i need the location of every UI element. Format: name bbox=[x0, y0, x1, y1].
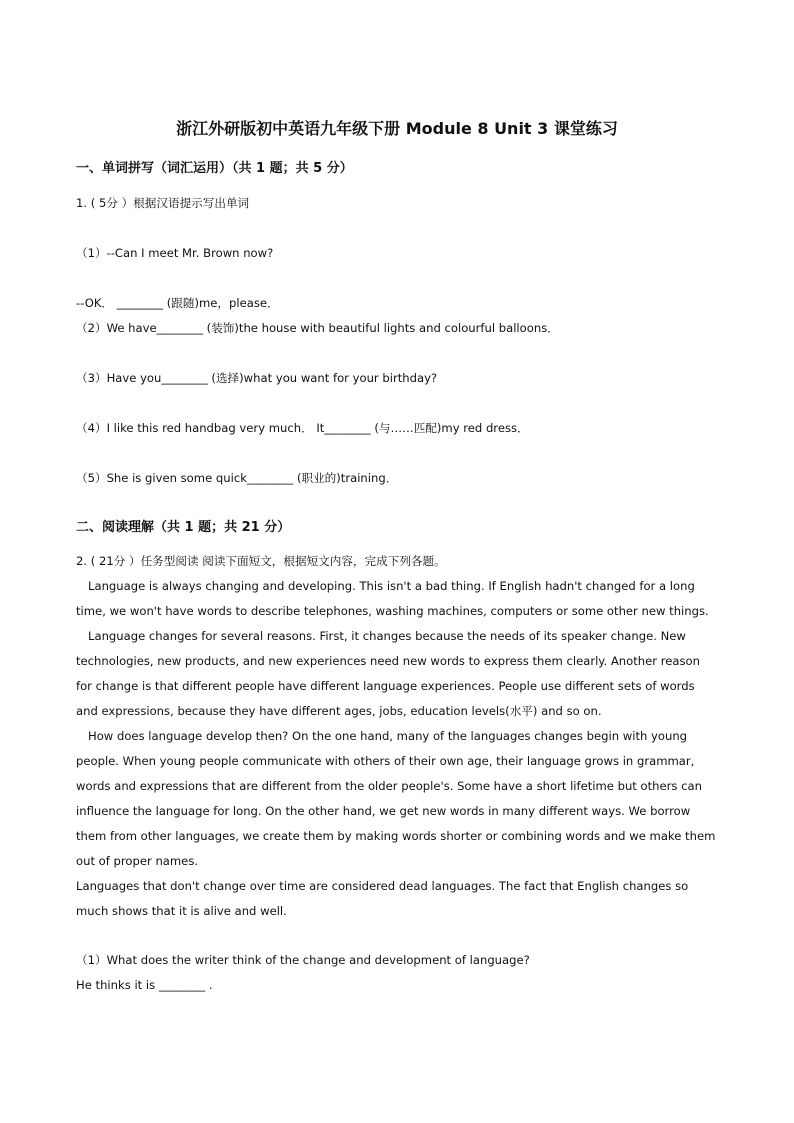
section2-heading: 二、阅读理解（共 1 题；共 21 分） bbox=[76, 520, 291, 535]
question1-intro: 1. ( 5分 ）根据汉语提示写出单词 bbox=[76, 196, 250, 210]
passage-paragraph: Languages that don't change over time are considered dead languages. The fact that English changes so much shows that it is alive and well. bbox=[76, 879, 689, 918]
question2-intro: 2. ( 21分 ）任务型阅读 阅读下面短文，根据短文内容，完成下列各题。 bbox=[76, 554, 446, 568]
reading-passage bbox=[76, 574, 716, 924]
question1-item-4: （4）I like this red handbag very much． It________ (与……匹配)my red dress． bbox=[76, 421, 529, 435]
question1-item-1: （1）--Can I meet Mr. Brown now? bbox=[76, 246, 274, 260]
question2-sub-question-1: （1）What does the writer think of the change and development of language? bbox=[76, 953, 530, 967]
question1-item-3: （3）Have you________ (选择)what you want for your birthday? bbox=[76, 371, 438, 385]
question1-item-2: （2）We have________ (装饰)the house with beautiful lights and colourful balloons． bbox=[76, 321, 559, 335]
page-title: 浙江外研版初中英语九年级下册 Module 8 Unit 3 课堂练习 bbox=[176, 119, 618, 138]
section1-heading: 一、单词拼写（词汇运用）（共 1 题；共 5 分） bbox=[76, 161, 353, 176]
passage-paragraph: How does language develop then? On the one hand, many of the languages changes begin with young people. When young people communicate with others of their own age, their language grows in grammar, words and expressions that are different from the older people's. Some have a short lifetime but others can influence the language for long. On the other hand, we get new words in many different ways. We borrow them from other languages, we create them by making words shorter or combining words and we make them out of proper names. bbox=[76, 729, 716, 868]
passage-paragraph: Language changes for several reasons. First, it changes because the needs of its speaker change. New technologies, new products, and new experiences need new words to express them clearly. Another reason for change is that different people have different language experiences. People use different sets of words and expressions, because they have different ages, jobs, education levels(水平) and so on. bbox=[76, 629, 700, 718]
question1-item-1-answer: --OK． ________ (跟随)me，please． bbox=[76, 296, 279, 310]
answer-line: He thinks it is ________ . bbox=[76, 978, 213, 992]
passage-paragraph: Language is always changing and developing. This isn't a bad thing. If English hadn't changed for a long time, we won't have words to describe telephones, washing machines, computers or some other new things. bbox=[76, 579, 709, 618]
question1-item-5: （5）She is given some quick________ (职业的)training． bbox=[76, 471, 398, 485]
